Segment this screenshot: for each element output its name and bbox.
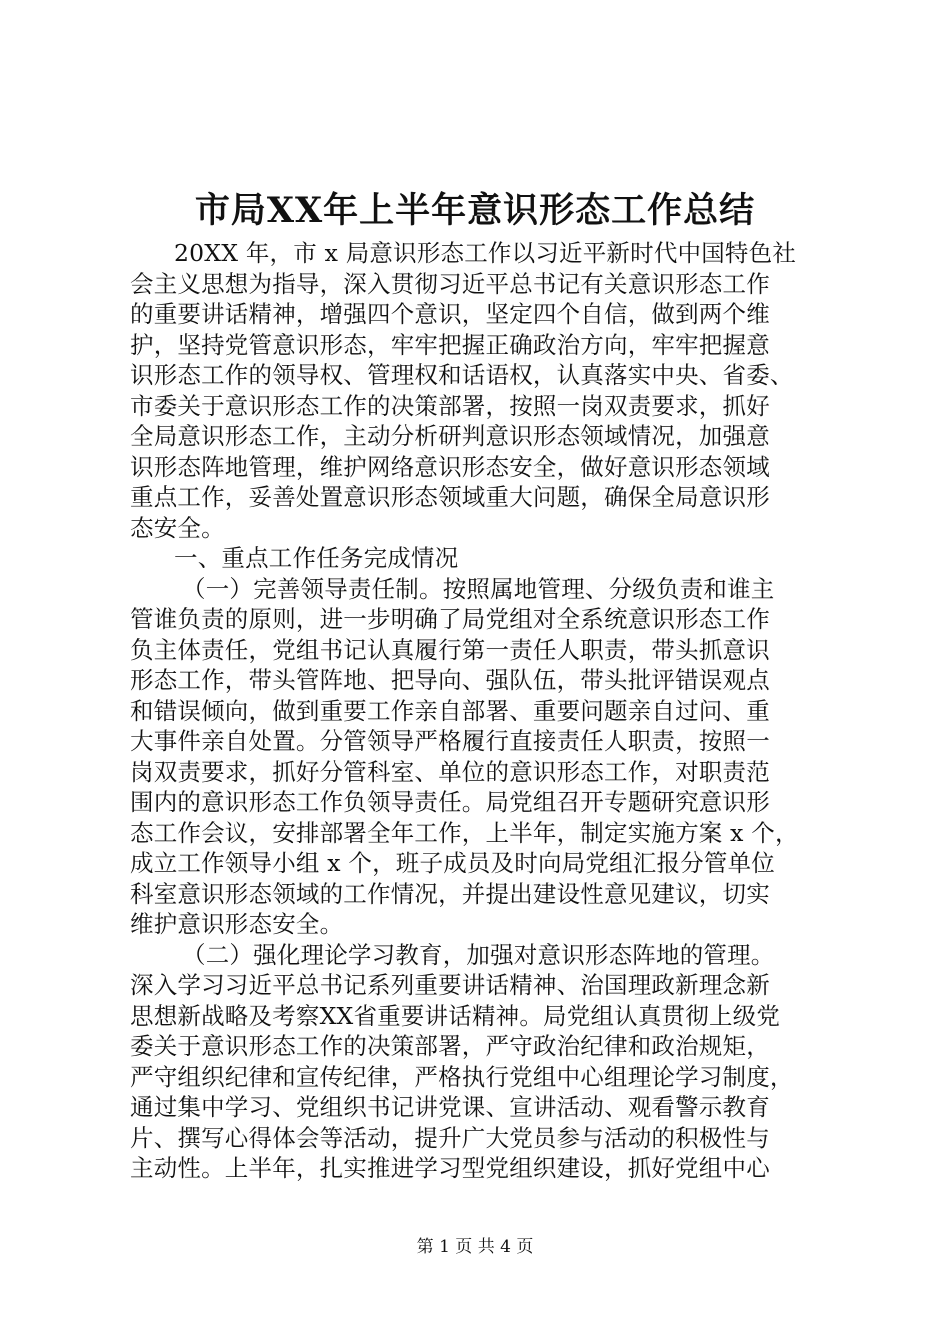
paragraph-line: 护，坚持党管意识形态，牢牢把握正确政治方向，牢牢把握意 xyxy=(130,330,770,359)
paragraph-line: 主动性。上半年，扎实推进学习型党组织建设，抓好党组中心 xyxy=(130,1154,770,1182)
paragraph-line: 大事件亲自处置。分管领导严格履行直接责任人职责，按照一 xyxy=(130,727,770,755)
subsection-line: （二）强化理论学习教育，加强对意识形态阵地的管理。 xyxy=(182,940,775,969)
paragraph-line: 和错误倾向，做到重要工作亲自部署、重要问题亲自过问、重 xyxy=(130,696,770,725)
paragraph-line: 围内的意识形态工作负领导责任。局党组召开专题研究意识形 xyxy=(130,788,770,816)
paragraph-line: 态安全。 xyxy=(130,513,225,542)
document-body xyxy=(130,238,830,1184)
paragraph-line: 片、撰写心得体会等活动，提升广大党员参与活动的积极性与 xyxy=(130,1123,770,1152)
paragraph-line: 维护意识形态安全。 xyxy=(130,910,344,938)
section-heading: 一、重点工作任务完成情况 xyxy=(174,544,459,572)
paragraph-line: 形态工作，带头管阵地、把导向、强队伍，带头批评错误观点 xyxy=(130,666,770,694)
paragraph-line: 态工作会议，安排部署全年工作，上半年，制定实施方案 x 个， xyxy=(130,818,799,847)
document-title: 市局XX年上半年意识形态工作总结 xyxy=(194,190,756,231)
paragraph-line: 市委关于意识形态工作的决策部署，按照一岗双责要求，抓好 xyxy=(130,391,770,420)
paragraph-line: 岗双责要求，抓好分管科室、单位的意识形态工作，对职责范 xyxy=(130,757,770,786)
paragraph-line: 20XX 年，市 x 局意识形态工作以习近平新时代中国特色社 xyxy=(174,239,797,267)
paragraph-line: 管谁负责的原则，进一步明确了局党组对全系统意识形态工作 xyxy=(130,605,770,633)
paragraph-line: 识形态工作的领导权、管理权和话语权，认真落实中央、省委、 xyxy=(130,361,794,389)
paragraph-line: 深入学习习近平总书记系列重要讲话精神、治国理政新理念新 xyxy=(130,971,770,999)
page-number-footer: 第 1 页 共 4 页 xyxy=(416,1237,534,1257)
subsection-line: （一）完善领导责任制。按照属地管理、分级负责和谁主 xyxy=(182,574,775,603)
paragraph-line: 重点工作，妥善处置意识形态领域重大问题，确保全局意识形 xyxy=(130,483,770,511)
paragraph-line: 会主义思想为指导，深入贯彻习近平总书记有关意识形态工作 xyxy=(130,269,770,298)
paragraph-line: 负主体责任，党组书记认真履行第一责任人职责，带头抓意识 xyxy=(130,635,770,664)
paragraph-line: 严守组织纪律和宣传纪律，严格执行党组中心组理论学习制度， xyxy=(130,1062,794,1091)
paragraph-line: 通过集中学习、党组织书记讲党课、宣讲活动、观看警示教育 xyxy=(130,1093,770,1121)
paragraph-line: 科室意识形态领域的工作情况，并提出建设性意见建议，切实 xyxy=(130,879,770,908)
paragraph-line: 全局意识形态工作，主动分析研判意识形态领域情况，加强意 xyxy=(130,422,770,450)
paragraph-line: 思想新战略及考察XX省重要讲话精神。局党组认真贯彻上级党 xyxy=(130,1001,781,1030)
paragraph-line: 成立工作领导小组 x 个，班子成员及时向局党组汇报分管单位 xyxy=(130,849,775,877)
paragraph-line: 的重要讲话精神，增强四个意识，坚定四个自信，做到两个维 xyxy=(130,300,770,328)
paragraph-line: 识形态阵地管理，维护网络意识形态安全，做好意识形态领域 xyxy=(130,452,770,481)
paragraph-line: 委关于意识形态工作的决策部署，严守政治纪律和政治规矩， xyxy=(130,1032,770,1060)
